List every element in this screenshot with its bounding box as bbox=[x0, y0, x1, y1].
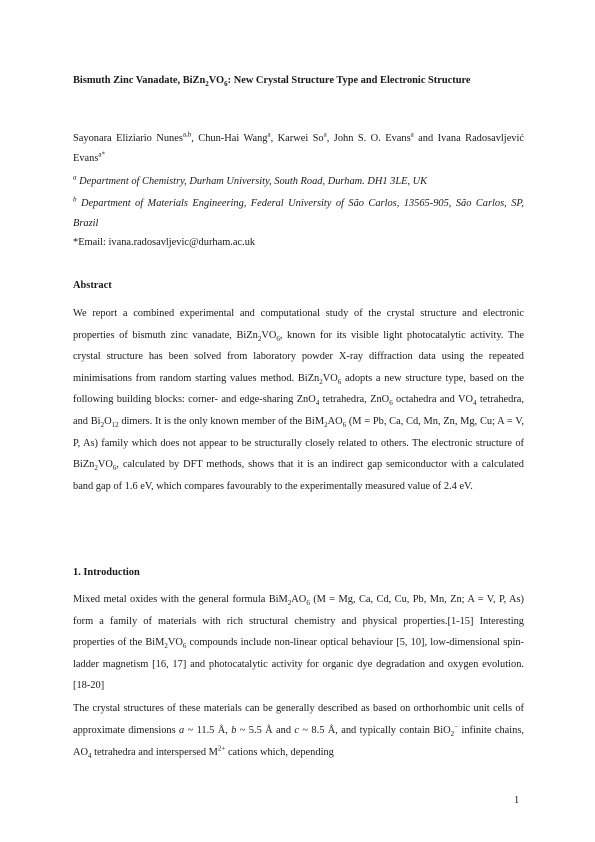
paragraph-text: ~ 8.5 Å, and typically contain BiO bbox=[299, 724, 451, 736]
corresponding-email: *Email: ivana.radosavljevic@durham.ac.uk bbox=[73, 237, 256, 248]
author-name: and Ivana Radosavljević Evans bbox=[73, 133, 524, 164]
paragraph-text: tetrahedra and interspersed M bbox=[91, 746, 218, 758]
author-list bbox=[73, 129, 524, 168]
abstract-text: (M = Pb, Ca, Cd, Mn, Zn, Mg, Cu; A = V, P, As) family which does not appear to be structurally closely related to others. The electronic structure of BiZn bbox=[73, 415, 524, 471]
paper-title bbox=[73, 71, 524, 91]
author-affiliation-mark: a bbox=[323, 130, 327, 139]
superscript: 2+ bbox=[217, 744, 226, 753]
paragraph-text: compounds include non-linear optical behaviour [5, 10], low-dimensional spin-ladder magnetism [16, 17] and photocatalytic activity for organic dye degradation and oxygen evolution.[18-20] bbox=[73, 637, 524, 691]
subscript: 4 bbox=[473, 399, 477, 408]
page-number: 1 bbox=[514, 795, 520, 806]
author-name: , Chun-Hai Wang bbox=[191, 133, 268, 144]
title-text: Bismuth Zinc Vanadate, BiZn bbox=[73, 75, 206, 86]
author-name: , John S. O. Evans bbox=[326, 133, 411, 144]
paragraph-text: infinite chains, AO bbox=[73, 724, 524, 758]
subscript: 2 bbox=[164, 642, 168, 651]
subscript: 6 bbox=[276, 334, 280, 343]
paragraph-text: ~ 5.5 Å and bbox=[236, 724, 295, 736]
title-text: : New Crystal Structure Type and Electronic Structure bbox=[227, 75, 471, 86]
author-name: Sayonara Eliziario Nunes bbox=[73, 133, 183, 144]
paragraph-text: ~ 11.5 Å, bbox=[184, 724, 232, 736]
subscript: 4 bbox=[315, 399, 320, 408]
subscript: 2 bbox=[257, 334, 262, 343]
affiliation-mark: a bbox=[73, 173, 77, 182]
affiliation-a bbox=[73, 172, 524, 192]
abstract-body bbox=[73, 303, 524, 497]
paragraph-text: The crystal structures of these materials can be generally described as based on orthorhombic unit cells of approximate dimensions bbox=[73, 703, 524, 736]
author-affiliation-mark: a bbox=[267, 130, 271, 139]
italic-variable: b bbox=[231, 724, 237, 736]
author-affiliation-mark: a bbox=[410, 130, 414, 139]
subscript: 2 bbox=[450, 729, 455, 738]
affiliation-text: Department of Materials Engineering, Federal University of São Carlos, 13565-905, São Carlos, SP, Brazil bbox=[73, 198, 524, 229]
paragraph-text: (M = Mg, Ca, Cd, Cu, Pb, Mn, Zn; A = V, P, As) form a family of materials with rich structural chemistry and physical properties.[1-15] Interesting properties of the BiM bbox=[73, 594, 524, 648]
italic-variable: c bbox=[294, 724, 300, 736]
abstract-heading: Abstract bbox=[73, 280, 112, 291]
subscript: 6 bbox=[182, 642, 187, 651]
subscript: 6 bbox=[389, 399, 393, 408]
subscript: 2 bbox=[100, 421, 105, 430]
abstract-text: VO bbox=[97, 459, 113, 471]
abstract-text: adopts a new structure type, based on the following building blocks: corner- and edge-sharing ZnO bbox=[73, 372, 525, 406]
subscript: 6 bbox=[112, 464, 117, 473]
author-affiliation-mark: a,b bbox=[182, 130, 192, 139]
abstract-text: , calculated by DFT methods, shows that it is an indirect gap semiconductor with a calculated band gap of 1.6 eV, which compares favourably to the experimentally measured value of 2.4 eV. bbox=[73, 459, 524, 492]
paragraph-text: VO bbox=[167, 637, 183, 648]
subscript: 4 bbox=[88, 751, 92, 760]
abstract-text: octahedra and VO bbox=[392, 394, 473, 406]
intro-paragraph-2 bbox=[73, 698, 524, 763]
abstract-text: tetrahedra, and Bi bbox=[73, 394, 524, 427]
italic-variable: a bbox=[179, 724, 185, 736]
abstract-text: VO bbox=[322, 372, 338, 384]
abstract-text: We report a combined experimental and computational study of the crystal structure and electronic properties of bismuth zinc vanadate, BiZn bbox=[73, 308, 524, 341]
paragraph-text: Mixed metal oxides with the general formula BiM bbox=[73, 594, 288, 605]
superscript: − bbox=[454, 722, 459, 731]
subscript: 2 bbox=[324, 421, 328, 430]
paragraph-text: AO bbox=[291, 594, 307, 605]
subscript: 6 bbox=[337, 377, 342, 386]
author-name: , Karwei So bbox=[270, 133, 324, 144]
subscript: 2 bbox=[94, 464, 98, 473]
subscript: 12 bbox=[111, 421, 119, 430]
abstract-text: O bbox=[104, 415, 112, 427]
section-heading-introduction: 1. Introduction bbox=[73, 567, 140, 578]
title-text: VO bbox=[208, 75, 225, 86]
abstract-text: , known for its visible light photocatalytic activity. The crystal structure has been solved from laboratory powder X-ray diffraction data using the repeated minimisations from random starting values method. BiZn bbox=[73, 329, 524, 384]
subscript: 2 bbox=[205, 80, 209, 89]
author-affiliation-mark: a* bbox=[98, 150, 106, 159]
abstract-text: AO bbox=[327, 415, 343, 427]
abstract-text: VO bbox=[261, 329, 277, 341]
subscript: 2 bbox=[319, 377, 323, 386]
subscript: 6 bbox=[342, 421, 347, 430]
abstract-text: tetrahedra, ZnO bbox=[319, 394, 390, 406]
affiliation-b bbox=[73, 194, 524, 233]
subscript: 2 bbox=[287, 599, 292, 608]
intro-paragraph-1 bbox=[73, 589, 524, 697]
abstract-text: dimers. It is the only known member of the BiM bbox=[118, 415, 325, 427]
subscript: 6 bbox=[224, 80, 228, 89]
paragraph-text: cations which, depending bbox=[225, 746, 334, 758]
subscript: 6 bbox=[306, 599, 310, 608]
affiliation-mark: b bbox=[73, 195, 77, 204]
affiliation-text: Department of Chemistry, Durham University, South Road, Durham. DH1 3LE, UK bbox=[76, 176, 428, 187]
